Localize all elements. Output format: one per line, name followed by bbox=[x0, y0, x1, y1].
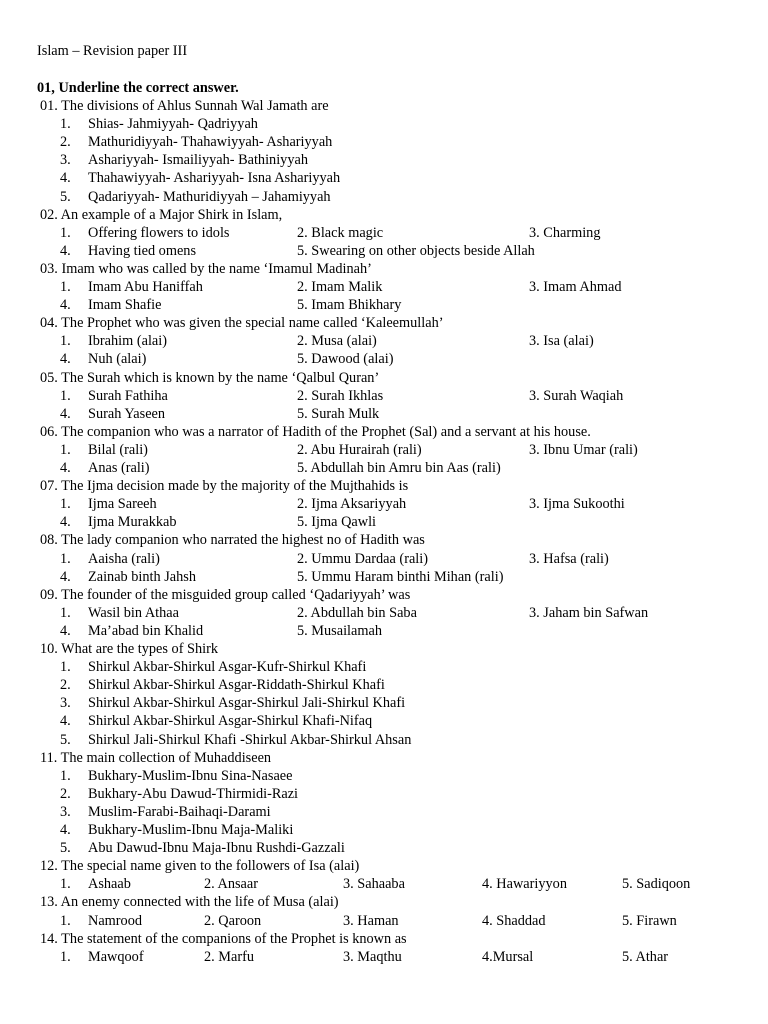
option-number: 4. bbox=[60, 713, 71, 730]
option-number: 1. bbox=[60, 948, 71, 965]
answer-option[interactable]: Ijma Sareeh bbox=[88, 496, 157, 513]
answer-option[interactable]: 3. Haman bbox=[343, 912, 399, 929]
answer-option[interactable]: Bukhary-Muslim-Ibnu Sina-Nasaee bbox=[88, 767, 293, 784]
question-text: 06. The companion who was a narrator of Hadith of the Prophet (Sal) and a servant at his house. bbox=[40, 423, 591, 440]
option-number: 4. bbox=[60, 622, 71, 639]
answer-option[interactable]: Thahawiyyah- Ashariyyah- Isna Ashariyyah bbox=[88, 170, 341, 187]
option-number: 3. bbox=[60, 152, 71, 169]
answer-option[interactable]: Offering flowers to idols bbox=[88, 224, 230, 241]
answer-option[interactable]: 4.Mursal bbox=[482, 948, 534, 965]
answer-option[interactable]: Wasil bin Athaa bbox=[88, 604, 179, 621]
option-number: 1. bbox=[60, 279, 71, 295]
option-number: 4. bbox=[60, 568, 71, 585]
answer-option[interactable]: 5. Sadiqoon bbox=[622, 876, 691, 893]
answer-option[interactable]: Surah Yaseen bbox=[88, 405, 166, 422]
option-number: 1. bbox=[60, 767, 71, 784]
option-number: 1. bbox=[60, 496, 71, 513]
document-title: Islam – Revision paper III bbox=[37, 43, 188, 59]
option-number: 1. bbox=[60, 333, 71, 350]
question-text: 11. The main collection of Muhaddiseen bbox=[40, 749, 272, 766]
option-number: 3. bbox=[60, 803, 71, 820]
answer-option[interactable]: 3. Ibnu Umar (rali) bbox=[529, 441, 638, 458]
answer-option[interactable]: Muslim-Farabi-Baihaqi-Darami bbox=[88, 803, 271, 820]
answer-option[interactable]: 5. Musailamah bbox=[297, 622, 382, 639]
answer-option[interactable]: Imam Shafie bbox=[88, 297, 162, 314]
option-number: 4. bbox=[60, 405, 71, 422]
answer-option[interactable]: 3. Charming bbox=[529, 224, 601, 241]
question-text: 14. The statement of the companions of the Prophet is known as bbox=[40, 930, 407, 947]
answer-option[interactable]: Bilal (rali) bbox=[88, 441, 148, 458]
option-number: 1. bbox=[60, 441, 71, 458]
question-text: 07. The Ijma decision made by the majority of the Mujthahids is bbox=[40, 478, 409, 495]
option-number: 4. bbox=[60, 822, 71, 838]
answer-option[interactable]: 3. Maqthu bbox=[343, 948, 402, 965]
question-text: 08. The lady companion who narrated the highest no of Hadith was bbox=[40, 532, 425, 549]
question-text: 10. What are the types of Shirk bbox=[40, 641, 219, 657]
answer-option[interactable]: Ashariyyah- Ismailiyyah- Bathiniyyah bbox=[88, 152, 308, 169]
option-number: 4. bbox=[60, 514, 71, 531]
answer-option[interactable]: 5. Surah Mulk bbox=[297, 405, 380, 422]
answer-option[interactable]: Namrood bbox=[88, 912, 142, 929]
answer-option[interactable]: Bukhary-Muslim-Ibnu Maja-Maliki bbox=[88, 822, 294, 838]
answer-option[interactable]: Ashaab bbox=[88, 876, 131, 893]
answer-option[interactable]: Ijma Murakkab bbox=[88, 514, 177, 531]
option-number: 1. bbox=[60, 876, 71, 893]
answer-option[interactable]: 3. Isa (alai) bbox=[529, 333, 594, 350]
answer-option[interactable]: 3. Ijma Sukoothi bbox=[529, 496, 625, 513]
answer-option[interactable]: Qadariyyah- Mathuridiyyah – Jahamiyyah bbox=[88, 188, 331, 205]
answer-option[interactable]: 5. Abdullah bin Amru bin Aas (rali) bbox=[297, 460, 501, 476]
answer-option[interactable]: 5. Athar bbox=[622, 948, 669, 965]
option-number: 5. bbox=[60, 840, 71, 857]
question-text: 02. An example of a Major Shirk in Islam, bbox=[40, 206, 283, 223]
option-number: 1. bbox=[60, 912, 71, 929]
answer-option[interactable]: Aaisha (rali) bbox=[88, 550, 160, 567]
answer-option[interactable]: 2. Ijma Aksariyyah bbox=[297, 496, 407, 513]
answer-option[interactable]: 2. Abu Hurairah (rali) bbox=[297, 441, 422, 458]
option-number: 4. bbox=[60, 170, 71, 187]
option-number: 2. bbox=[60, 785, 71, 802]
option-number: 1. bbox=[60, 224, 71, 241]
answer-option[interactable]: Shirkul Akbar-Shirkul Asgar-Shirkul Khafi-Nifaq bbox=[88, 713, 373, 730]
answer-option[interactable]: 5. Swearing on other objects beside Allah bbox=[297, 242, 535, 259]
answer-option[interactable]: Mawqoof bbox=[88, 948, 144, 965]
option-number: 5. bbox=[60, 731, 71, 748]
answer-option[interactable]: Zainab binth Jahsh bbox=[88, 568, 197, 585]
answer-option[interactable]: Shirkul Akbar-Shirkul Asgar-Kufr-Shirkul Khafi bbox=[88, 659, 367, 676]
answer-option[interactable]: 3. Sahaaba bbox=[343, 876, 405, 893]
answer-option[interactable]: Surah Fathiha bbox=[88, 387, 168, 404]
answer-option[interactable]: 2. Surah Ikhlas bbox=[297, 387, 384, 404]
answer-option[interactable]: Ma’abad bin Khalid bbox=[88, 622, 204, 639]
question-text: 05. The Surah which is known by the name ‘Qalbul Quran’ bbox=[40, 369, 380, 386]
option-number: 1. bbox=[60, 116, 71, 133]
question-text: 03. Imam who was called by the name ‘Imamul Madinah’ bbox=[40, 260, 372, 277]
answer-option[interactable]: 2. Marfu bbox=[204, 948, 255, 965]
option-number: 1. bbox=[60, 387, 71, 404]
answer-option[interactable]: Bukhary-Abu Dawud-Thirmidi-Razi bbox=[88, 785, 299, 802]
answer-option[interactable]: 5. Imam Bhikhary bbox=[297, 297, 402, 314]
answer-option[interactable]: 3. Imam Ahmad bbox=[529, 279, 622, 295]
answer-option[interactable]: 4. Shaddad bbox=[482, 912, 546, 929]
answer-option[interactable]: 2. Black magic bbox=[297, 224, 384, 241]
answer-option[interactable]: 4. Hawariyyon bbox=[482, 876, 567, 893]
answer-option[interactable]: Abu Dawud-Ibnu Maja-Ibnu Rushdi-Gazzali bbox=[88, 840, 345, 857]
question-text: 04. The Prophet who was given the special name called ‘Kaleemullah’ bbox=[40, 315, 444, 332]
option-number: 4. bbox=[60, 242, 71, 259]
answer-option[interactable]: 5. Ummu Haram binthi Mihan (rali) bbox=[297, 568, 504, 585]
answer-option[interactable]: 2. Imam Malik bbox=[297, 279, 383, 295]
question-text: 13. An enemy connected with the life of Musa (alai) bbox=[40, 894, 339, 911]
option-number: 1. bbox=[60, 604, 71, 621]
question-text: 12. The special name given to the followers of Isa (alai) bbox=[40, 858, 360, 875]
answer-option[interactable]: Shias- Jahmiyyah- Qadriyyah bbox=[88, 116, 258, 133]
option-number: 2. bbox=[60, 134, 71, 151]
question-text: 01. The divisions of Ahlus Sunnah Wal Jamath are bbox=[40, 98, 329, 114]
option-number: 1. bbox=[60, 659, 71, 676]
question-text: 09. The founder of the misguided group called ‘Qadariyyah’ was bbox=[40, 586, 411, 603]
answer-option[interactable]: 3. Hafsa (rali) bbox=[529, 550, 609, 567]
option-number: 1. bbox=[60, 550, 71, 567]
answer-option[interactable]: 2. Qaroon bbox=[204, 912, 262, 929]
answer-option[interactable]: Shirkul Akbar-Shirkul Asgar-Shirkul Jali-Shirkul Khafi bbox=[88, 695, 406, 712]
answer-option[interactable]: Anas (rali) bbox=[88, 460, 150, 476]
answer-option[interactable]: Imam Abu Haniffah bbox=[88, 279, 203, 295]
answer-option[interactable]: Shirkul Akbar-Shirkul Asgar-Riddath-Shirkul Khafi bbox=[88, 677, 385, 694]
option-number: 5. bbox=[60, 188, 71, 205]
answer-option[interactable]: Shirkul Jali-Shirkul Khafi -Shirkul Akbar-Shirkul Ahsan bbox=[88, 731, 412, 748]
answer-option[interactable]: 5. Ijma Qawli bbox=[297, 514, 377, 531]
answer-option[interactable]: 2. Ansaar bbox=[204, 876, 258, 893]
answer-option[interactable]: 5. Firawn bbox=[622, 912, 677, 929]
option-number: 4. bbox=[60, 351, 71, 368]
answer-option[interactable]: 3. Surah Waqiah bbox=[529, 387, 624, 404]
answer-option[interactable]: Nuh (alai) bbox=[88, 351, 147, 368]
section-heading: 01, Underline the correct answer. bbox=[37, 80, 239, 96]
answer-option[interactable]: 3. Jaham bin Safwan bbox=[529, 604, 649, 621]
answer-option[interactable]: 2. Musa (alai) bbox=[297, 333, 377, 350]
answer-option[interactable]: Mathuridiyyah- Thahawiyyah- Ashariyyah bbox=[88, 134, 333, 151]
answer-option[interactable]: Ibrahim (alai) bbox=[88, 333, 167, 350]
option-number: 4. bbox=[60, 297, 71, 314]
answer-option[interactable]: 2. Ummu Dardaa (rali) bbox=[297, 550, 429, 567]
option-number: 4. bbox=[60, 460, 71, 476]
answer-option[interactable]: 2. Abdullah bin Saba bbox=[297, 604, 417, 621]
answer-option[interactable]: 5. Dawood (alai) bbox=[297, 351, 394, 368]
option-number: 3. bbox=[60, 695, 71, 712]
answer-option[interactable]: Having tied omens bbox=[88, 242, 197, 259]
option-number: 2. bbox=[60, 677, 71, 694]
